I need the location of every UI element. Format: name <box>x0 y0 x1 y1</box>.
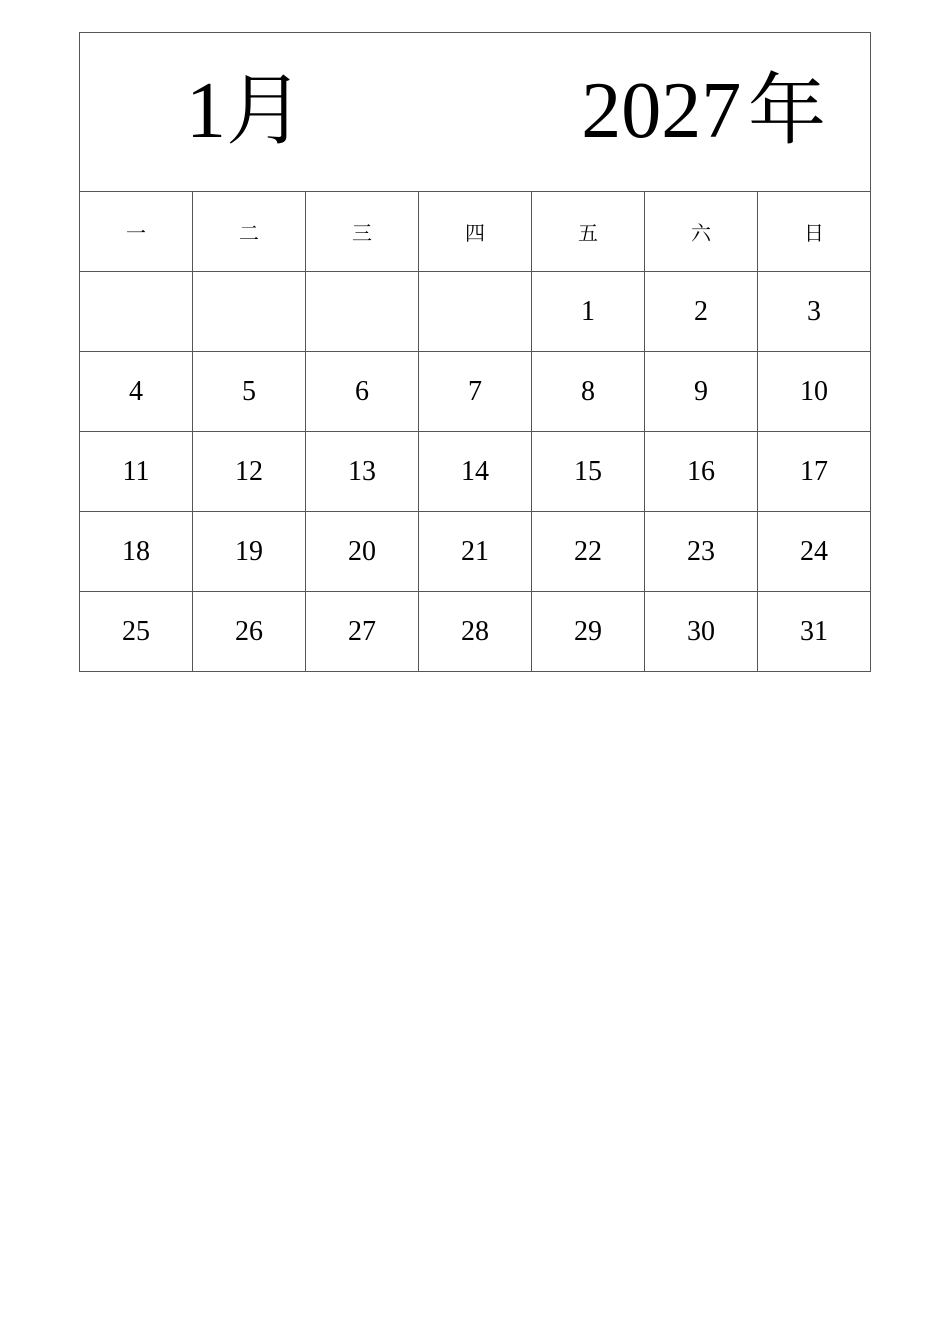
day-cell: 7 <box>419 352 532 432</box>
day-cell: 24 <box>758 512 871 592</box>
week-row-5 <box>80 592 871 672</box>
day-cell: 17 <box>758 432 871 512</box>
day-cell: 21 <box>419 512 532 592</box>
week-row-2 <box>80 352 871 432</box>
day-cell: 26 <box>193 592 306 672</box>
day-cell: 6 <box>306 352 419 432</box>
day-cell: 23 <box>645 512 758 592</box>
weekday-tuesday: 二 <box>193 192 306 272</box>
day-cell: 31 <box>758 592 871 672</box>
weekday-wednesday: 三 <box>306 192 419 272</box>
day-cell: 15 <box>532 432 645 512</box>
year-label: 年 <box>747 66 826 156</box>
day-cell: 10 <box>758 352 871 432</box>
day-cell: 19 <box>193 512 306 592</box>
day-cell <box>419 272 532 352</box>
day-cell: 5 <box>193 352 306 432</box>
day-cell: 9 <box>645 352 758 432</box>
day-cell: 3 <box>758 272 871 352</box>
day-cell: 2 <box>645 272 758 352</box>
weekday-saturday: 六 <box>645 192 758 272</box>
day-cell: 20 <box>306 512 419 592</box>
weekday-friday: 五 <box>532 192 645 272</box>
day-cell <box>80 272 193 352</box>
month-label: 月 <box>226 66 305 156</box>
weekday-thursday: 四 <box>419 192 532 272</box>
month-title <box>186 66 305 156</box>
weekday-monday: 一 <box>80 192 193 272</box>
day-cell: 16 <box>645 432 758 512</box>
day-cell: 25 <box>80 592 193 672</box>
week-row-4 <box>80 512 871 592</box>
day-cell: 28 <box>419 592 532 672</box>
weekday-header-row <box>80 192 871 272</box>
day-cell: 8 <box>532 352 645 432</box>
day-cell <box>193 272 306 352</box>
calendar-table <box>79 32 871 672</box>
calendar-header-row <box>80 33 871 192</box>
day-cell: 30 <box>645 592 758 672</box>
year-number: 2027 <box>581 67 742 155</box>
day-cell: 12 <box>193 432 306 512</box>
year-title <box>581 66 826 156</box>
day-cell: 29 <box>532 592 645 672</box>
day-cell: 18 <box>80 512 193 592</box>
day-cell: 14 <box>419 432 532 512</box>
week-row-1 <box>80 272 871 352</box>
day-cell: 1 <box>532 272 645 352</box>
calendar-title <box>80 33 870 191</box>
day-cell: 22 <box>532 512 645 592</box>
weekday-sunday: 日 <box>758 192 871 272</box>
month-number: 1 <box>186 67 226 155</box>
day-cell <box>306 272 419 352</box>
day-cell: 13 <box>306 432 419 512</box>
day-cell: 11 <box>80 432 193 512</box>
day-cell: 4 <box>80 352 193 432</box>
week-row-3 <box>80 432 871 512</box>
day-cell: 27 <box>306 592 419 672</box>
calendar-title-cell <box>80 33 871 192</box>
